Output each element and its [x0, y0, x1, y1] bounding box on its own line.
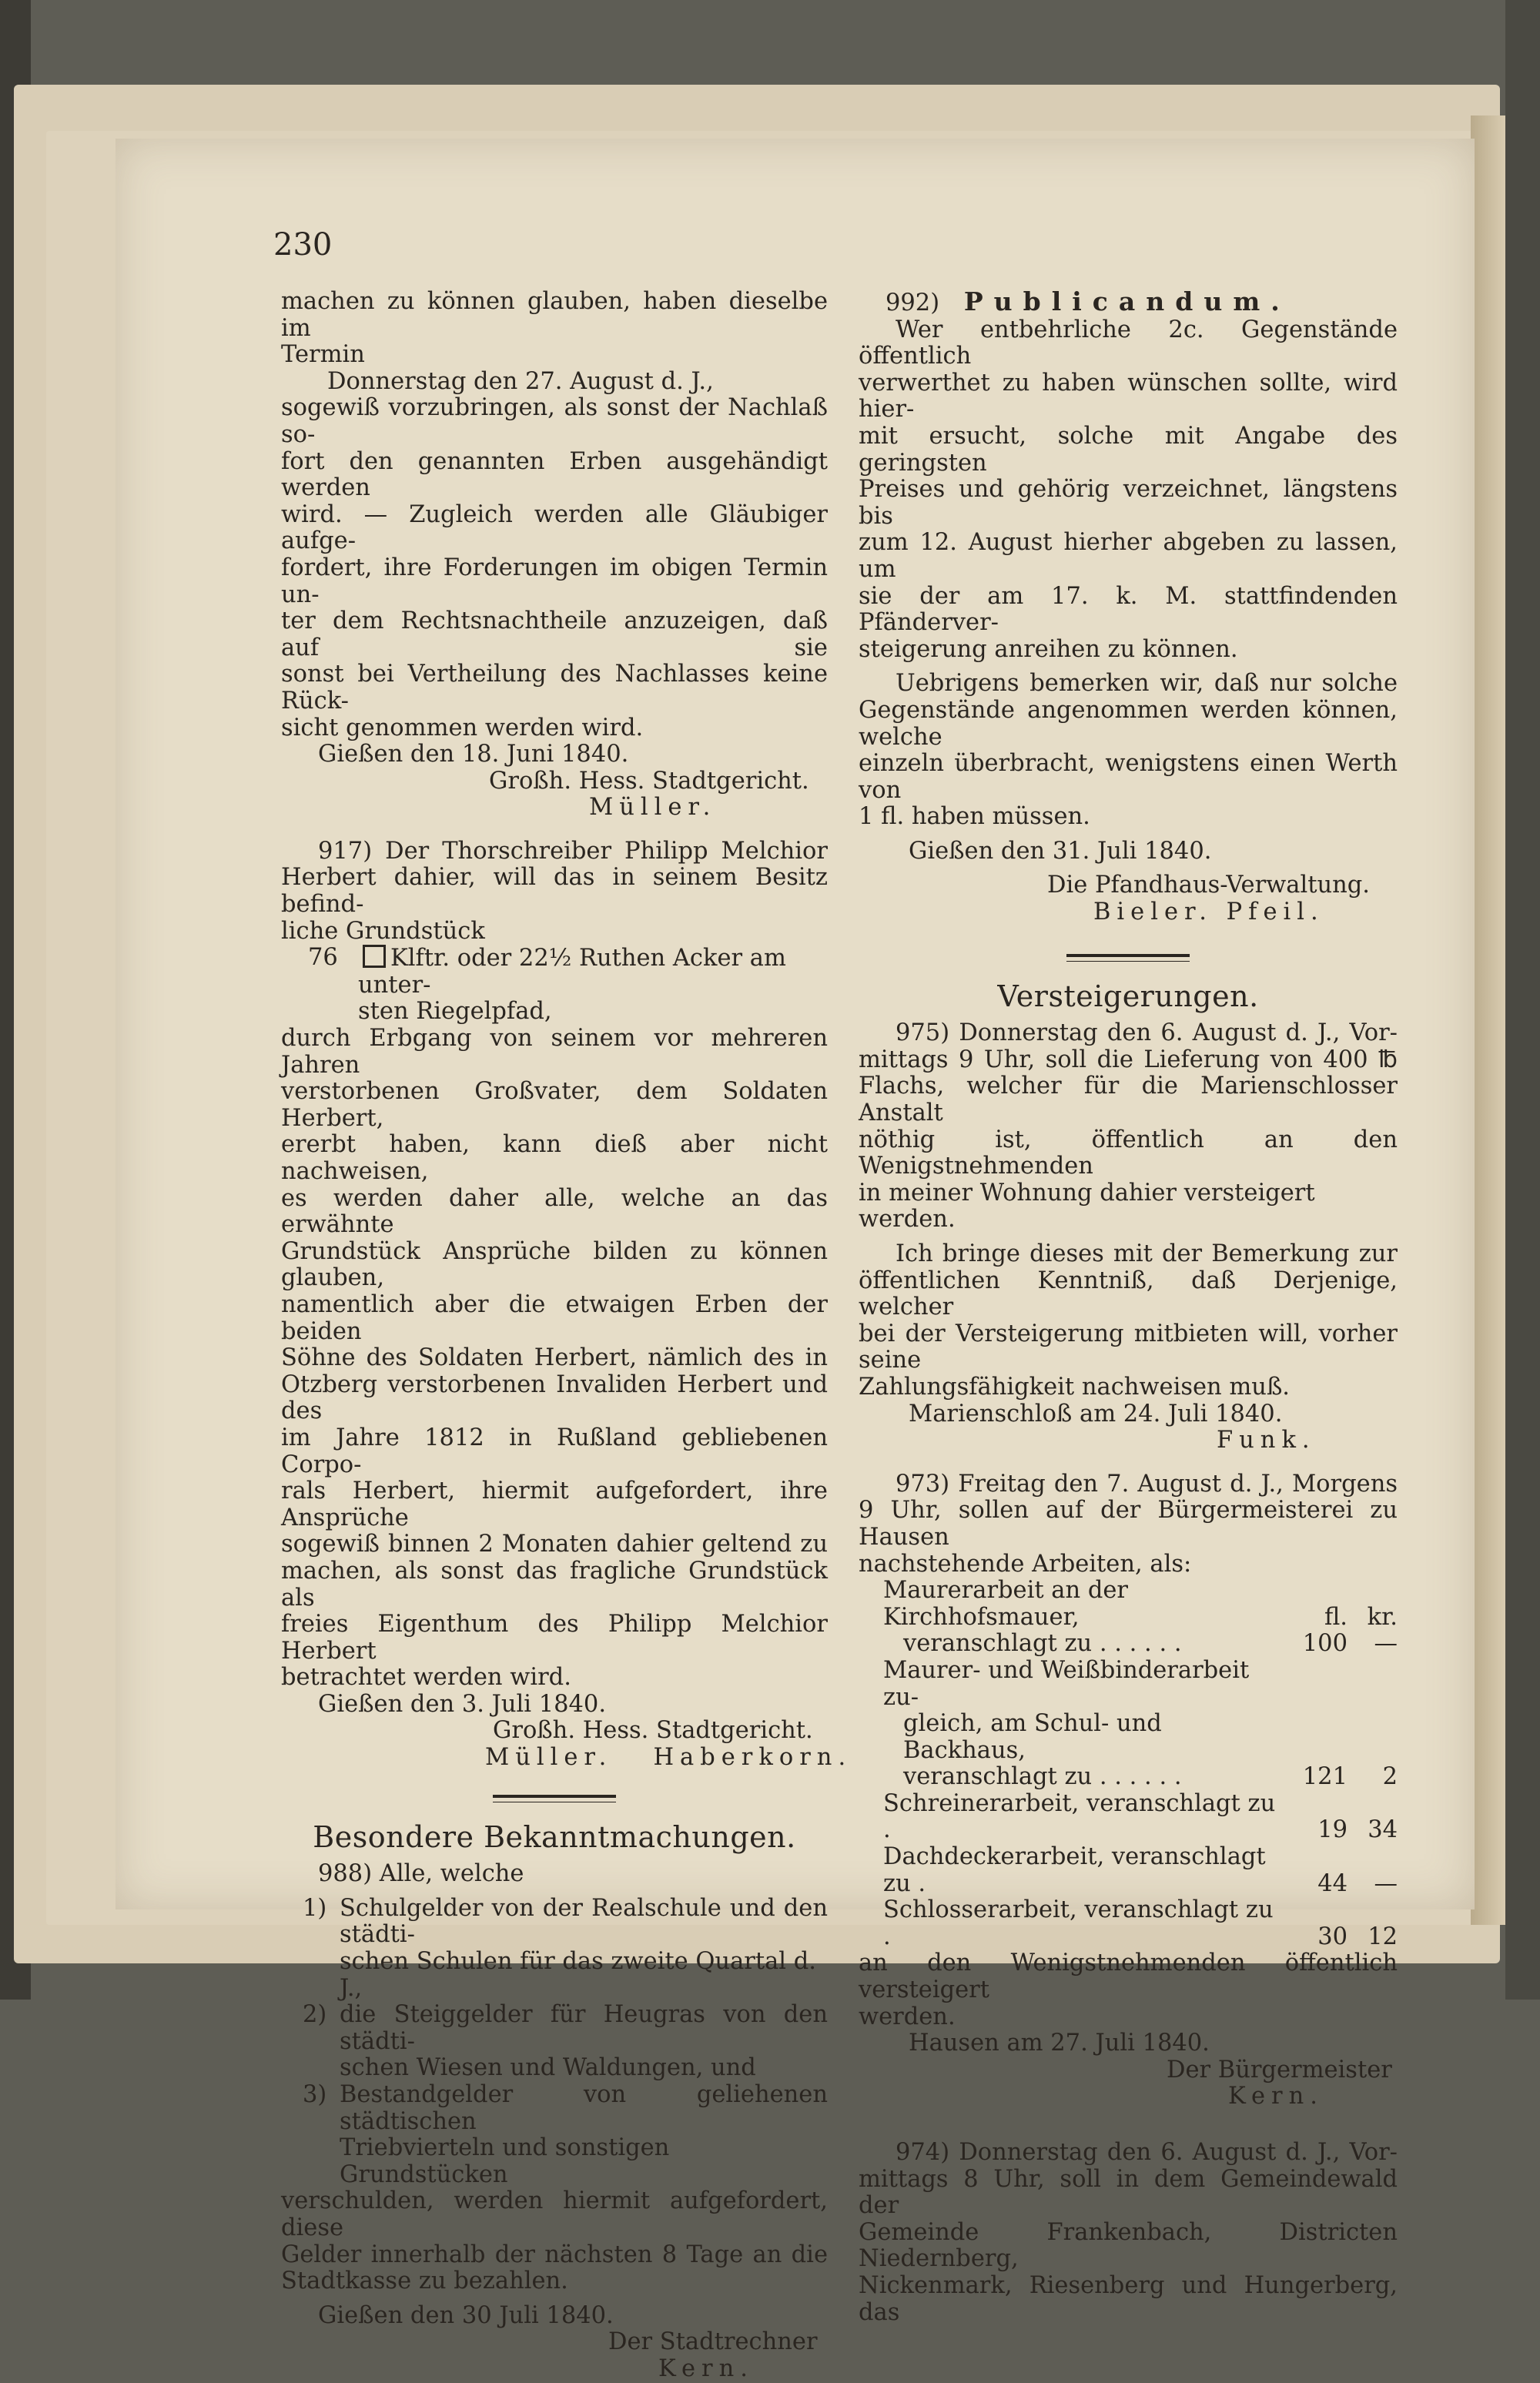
place-date: Gießen den 3. Juli 1840. [318, 1690, 607, 1718]
text-line: Söhne des Soldaten Herbert, nämlich des in [281, 1344, 828, 1372]
signature: Kern. [658, 2355, 754, 2382]
table-row [859, 1764, 1398, 1791]
section-heading: Besondere Bekanntmachungen. [313, 1819, 796, 1854]
text-line: 9 Uhr, sollen auf der Bürgermeisterei zu Hausen [859, 1497, 1398, 1551]
signature: Kern. [1228, 2083, 1324, 2110]
text-line: Gelder innerhalb der nächsten 8 Tage an die [281, 2241, 828, 2268]
table-cell: Schlosserarbeit, veranschlagt zu . [883, 1896, 1274, 1950]
text-line: steigerung anreihen zu können. [859, 635, 1238, 663]
table-cell [1278, 1711, 1355, 1764]
table-cell: — [1374, 1869, 1398, 1897]
place-date: Gießen den 18. Juni 1840. [318, 741, 629, 768]
text-line: Flachs, welcher für die Marienschlosser Anstalt [859, 1073, 1398, 1127]
page-stack-edge [1471, 115, 1505, 1925]
place-date: Gießen den 31. Juli 1840. [909, 837, 1212, 865]
text-line: sie der am 17. k. M. stattfindenden Pfänderver- [859, 582, 1398, 637]
notice-973 [859, 1471, 1398, 2110]
text-line: 1 fl. haben müssen. [859, 803, 1090, 831]
text-line: 974) Donnerstag den 6. August d. J., Vor- [896, 2139, 1398, 2166]
table-cell: 2 [1382, 1763, 1398, 1791]
office-name: Der Bürgermeister [1167, 2056, 1392, 2083]
text-line: mittags 8 Uhr, soll in dem Gemeindewald der [859, 2165, 1398, 2220]
square-symbol-icon [363, 945, 386, 968]
table-row [859, 1791, 1398, 1844]
text-line: in meiner Wohnung dahier versteigert werden. [859, 1179, 1315, 1233]
notice-992 [859, 286, 1398, 926]
text-line: sonst bei Vertheilung des Nachlasses keine Rück- [281, 661, 828, 715]
text-line: Grundstück Ansprüche bilden zu können glauben, [281, 1237, 828, 1292]
place-date: Hausen am 27. Juli 1840. [909, 2030, 1210, 2057]
right-column [859, 286, 1398, 2326]
text-line: 917) Der Thorschreiber Philipp Melchior [318, 837, 828, 865]
text-line: Gemeinde Frankenbach, Districten Niedernberg, [859, 2218, 1398, 2273]
notice-title: Publicandum. [963, 286, 1291, 316]
court-name: Großh. Hess. Stadtgericht. [489, 767, 809, 795]
signature: Bieler. Pfeil. [1093, 899, 1324, 926]
text-line: öffentlichen Kenntniß, daß Derjenige, welcher [859, 1267, 1398, 1321]
text-line: verschulden, werden hiermit aufgefordert, diese [281, 2187, 828, 2241]
text-line: machen zu können glauben, haben dieselbe im [281, 288, 828, 342]
table-cell [1355, 1658, 1398, 1711]
table-cell: 100 [1302, 1630, 1348, 1658]
table-cell: — [1374, 1630, 1398, 1658]
text-line: Preises und gehörig verzeichnet, längstens bis [859, 476, 1398, 530]
text-line: namentlich aber die etwaigen Erben der beiden [281, 1290, 828, 1345]
office-name: Der Stadtrechner [608, 2328, 818, 2356]
table-cell: 12 [1368, 1923, 1398, 1950]
signature: Funk. [1217, 1427, 1316, 1454]
plot-description: Klftr. oder 22½ Ruthen Acker am unter- [358, 945, 786, 999]
term-date: Donnerstag den 27. August d. J., [327, 367, 714, 395]
text-line: Herbert dahier, will das in seinem Besitz befind- [281, 864, 828, 919]
text-line: liche Grundstück [281, 917, 485, 945]
table-cell: Maurer- und Weißbinderarbeit zu- [883, 1656, 1250, 1711]
plot-location: sten Riegelpfad, [358, 998, 552, 1026]
text-line: verwerthet zu haben wünschen sollte, wird hier- [859, 369, 1398, 423]
text-line: Wer entbehrliche 2c. Gegenstände öffentlich [859, 316, 1398, 370]
table-row [859, 1844, 1398, 1897]
text-line: Uebrigens bemerken wir, daß nur solche [896, 670, 1398, 698]
text-line: fort den genannten Erben ausgehändigt werden [281, 447, 828, 502]
text-line: Nickenmark, Riesenberg und Hungerberg, das [859, 2271, 1398, 2326]
text-line: sogewiß binnen 2 Monaten dahier geltend zu [281, 1531, 828, 1558]
notice-974 [859, 2140, 1398, 2326]
section-divider [493, 1795, 616, 1802]
text-line: verstorbenen Großvater, dem Soldaten Herbert, [281, 1078, 828, 1132]
text-line: zum 12. August hierher abgeben zu lassen, um [859, 529, 1398, 583]
text-line: fordert, ihre Forderungen im obigen Termin un- [281, 554, 828, 608]
section-divider [1066, 954, 1190, 962]
text-line: 973) Freitag den 7. August d. J., Morgens [896, 1470, 1398, 1498]
table-cell: gleich, am Schul- und Backhaus, [903, 1710, 1162, 1764]
table-cell: Schreinerarbeit, veranschlagt zu . [883, 1789, 1276, 1844]
table-cell: Maurerarbeit an der Kirchhofsmauer, [883, 1577, 1128, 1631]
table-row [859, 1658, 1398, 1711]
table-cell: veranschlagt zu . . . . . . [903, 1763, 1182, 1791]
notice-975 [859, 1020, 1398, 1454]
table-row [859, 1578, 1398, 1631]
table-cell: 30 [1317, 1923, 1348, 1950]
list-item: 3) Bestandgelder von geliehenen städtischen Triebvierteln und sonstigen Grundstücken [303, 2081, 828, 2188]
text-line: 988) Alle, welche [318, 1860, 524, 1888]
place-date: Gießen den 30 Juli 1840. [318, 2301, 614, 2329]
table-cell [1355, 1711, 1398, 1764]
left-column [281, 288, 852, 2383]
text-line: nachstehende Arbeiten, als: [859, 1550, 1192, 1578]
text-line: Gegenstände angenommen werden können, welche [859, 696, 1398, 751]
plot-entry [281, 945, 828, 1026]
table-cell [1278, 1658, 1355, 1711]
notice-title-line [859, 286, 1398, 317]
office-name: Die Pfandhaus-Verwaltung. [1047, 872, 1370, 899]
table-header-fl: fl. [1324, 1603, 1348, 1631]
plot-number: 76 [308, 944, 338, 972]
text-line: Stadtkasse zu bezahlen. [281, 2268, 568, 2295]
table-cell: 121 [1302, 1763, 1348, 1791]
book-edge-shadow [1505, 0, 1540, 2000]
table-cell: veranschlagt zu . . . . . . [903, 1630, 1182, 1658]
text-line: Termin [281, 341, 365, 369]
text-line: mit ersucht, solche mit Angabe des geringsten [859, 422, 1398, 477]
text-line: betrachtet werden wird. [281, 1664, 571, 1692]
text-line: 975) Donnerstag den 6. August d. J., Vor- [896, 1019, 1398, 1047]
cost-table [859, 1578, 1398, 1950]
table-header-kr: kr. [1367, 1603, 1398, 1631]
place-date: Marienschloß am 24. Juli 1840. [909, 1400, 1283, 1427]
text-line: Otzberg verstorbenen Invaliden Herbert und des [281, 1371, 828, 1425]
section-heading: Versteigerungen. [997, 979, 1259, 1013]
text-line: durch Erbgang von seinem vor mehreren Jahren [281, 1025, 828, 1079]
list-item: 1) Schulgelder von der Realschule und den städti- schen Schulen für das zweite Quartal d. J., [303, 1894, 828, 2002]
table-cell: 19 [1317, 1816, 1348, 1844]
numbered-list [281, 1896, 828, 2189]
text-line: einzeln überbracht, wenigstens einen Werth von [859, 750, 1398, 804]
table-cell: 44 [1317, 1869, 1348, 1897]
notice-917 [281, 837, 852, 1772]
court-name: Großh. Hess. Stadtgericht. [493, 1717, 813, 1745]
text-line: Ich bringe dieses mit der Bemerkung zur [896, 1240, 1398, 1267]
page-number: 230 [273, 227, 333, 263]
table-cell: 34 [1368, 1816, 1398, 1844]
text-line: es werden daher alle, welche an das erwähnte [281, 1184, 828, 1239]
table-row [859, 1631, 1398, 1658]
table-cell: Dachdeckerarbeit, veranschlagt zu . [883, 1843, 1266, 1897]
text-line: im Jahre 1812 in Rußland gebliebenen Corpo- [281, 1424, 828, 1478]
notice-988 [281, 1861, 828, 2382]
signature: Müller. Haberkorn. [485, 1744, 852, 1772]
text-line: rals Herbert, hiermit aufgefordert, ihre Ansprüche [281, 1478, 828, 1531]
list-item: 2) die Steiggelder für Heugras von den städti- schen Wiesen und Waldungen, und [303, 2001, 828, 2082]
table-row [859, 1711, 1398, 1764]
table-row [859, 1897, 1398, 1950]
signature: Müller. [589, 794, 717, 822]
text-line: ter dem Rechtsnachtheile anzuzeigen, daß auf sie [281, 607, 828, 661]
text-line: werden. [859, 2003, 956, 2030]
text-line: sogewiß vorzubringen, als sonst der Nachlaß so- [281, 394, 828, 448]
text-line: machen, als sonst das fragliche Grundstück als [281, 1557, 828, 1612]
text-line: an den Wenigstnehmenden öffentlich versteigert [859, 1950, 1398, 2004]
notice-number: 992) [886, 290, 940, 316]
text-line: Zahlungsfähigkeit nachweisen muß. [859, 1373, 1291, 1401]
text-line: bei der Versteigerung mitbieten will, vorher seine [859, 1320, 1398, 1374]
text-line: freies Eigenthum des Philipp Melchior Herbert [281, 1611, 828, 1665]
text-line: mittags 9 Uhr, soll die Lieferung von 400 ℔ [859, 1046, 1398, 1073]
notice-continuation [281, 289, 828, 822]
text-line: sicht genommen werden wird. [281, 714, 644, 741]
text-line: wird. — Zugleich werden alle Gläubiger aufge- [281, 500, 828, 555]
text-line: nöthig ist, öffentlich an den Wenigstnehmenden [859, 1126, 1398, 1180]
text-line: ererbt haben, kann dieß aber nicht nachweisen, [281, 1131, 828, 1185]
